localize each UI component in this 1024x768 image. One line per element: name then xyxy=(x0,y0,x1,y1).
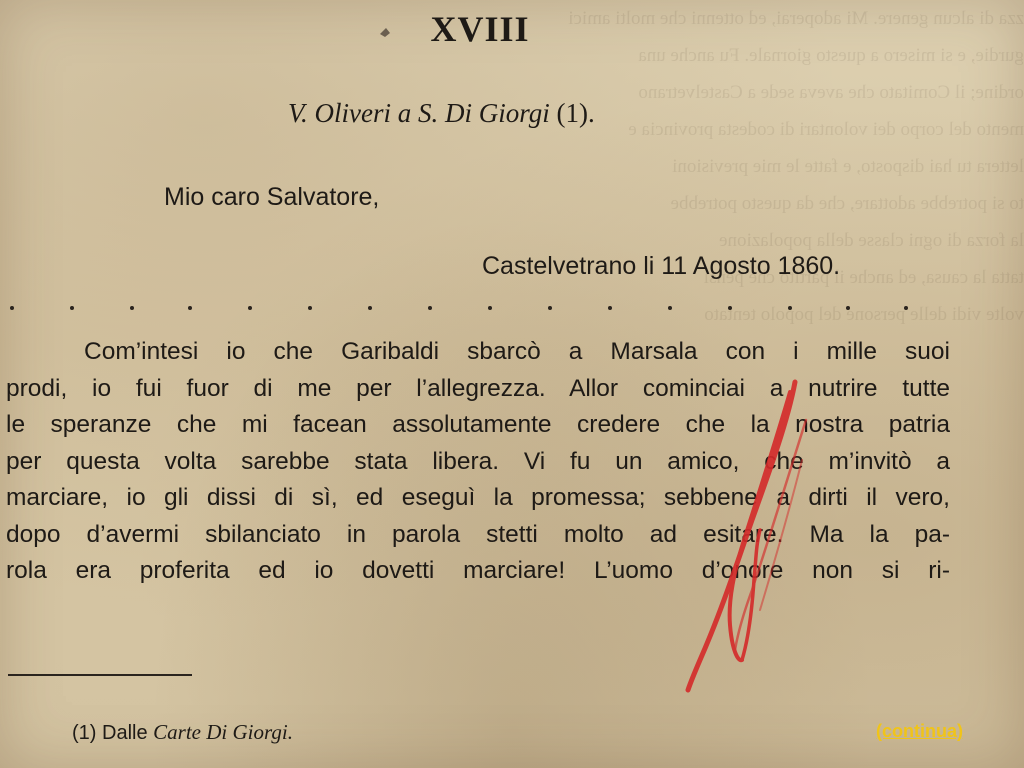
letter-heading xyxy=(288,98,595,129)
ellipsis-dot xyxy=(130,306,134,310)
chapter-number: XVIII xyxy=(430,9,530,49)
continue-link[interactable]: (continua) xyxy=(876,721,963,741)
ellipsis-dot xyxy=(70,306,74,310)
ellipsis-dot xyxy=(248,306,252,310)
ellipsis-dot xyxy=(488,306,492,310)
salutation: Mio caro Salvatore, xyxy=(164,183,380,211)
ellipsis-dot xyxy=(846,306,850,310)
body-line: Com’intesi io che Garibaldi sbarcò a Marsala con i mille suoi xyxy=(84,338,950,365)
ellipsis-dot xyxy=(728,306,732,310)
heading-footnote-ref: (1). xyxy=(556,98,595,128)
ellipsis-dot xyxy=(188,306,192,310)
footnote xyxy=(72,720,293,745)
body-line: prodi, io fui fuor di me per l’allegrezza. Allor cominciai a nutrire tutte xyxy=(6,374,950,402)
footnote-prefix: Dalle xyxy=(102,722,148,744)
correspondents: V. Oliveri a S. Di Giorgi xyxy=(288,98,550,128)
body-line: marciare, io gli dissi di sì, ed eseguì la promessa; sebbene a dirti il vero, xyxy=(6,484,950,511)
ellipsis-dot xyxy=(608,306,612,310)
footnote-rule xyxy=(8,674,192,676)
ellipsis-dot xyxy=(548,306,552,310)
ellipsis-dot xyxy=(10,306,14,310)
place-and-date: Castelvetrano li 11 Agosto 1860. xyxy=(482,252,841,280)
body-line: rola era proferita ed io dovetti marciare! L’uomo d’onore non si ri- xyxy=(6,557,950,584)
footnote-source: Carte Di Giorgi. xyxy=(153,720,293,744)
ellipsis-row xyxy=(0,306,1024,326)
body-line: le speranze che mi facean assolutamente credere che la nostra patria xyxy=(6,411,950,438)
ellipsis-dot xyxy=(308,306,312,310)
ink-smudge-icon xyxy=(376,24,396,40)
ellipsis-dot xyxy=(788,306,792,310)
ellipsis-dot xyxy=(368,306,372,310)
footnote-marker: (1) xyxy=(72,722,97,744)
body-line: per questa volta sarebbe stata libera. Vi fu un amico, che m’invitò a xyxy=(6,447,950,475)
ellipsis-dot xyxy=(904,306,908,310)
body-line: dopo d’avermi sbilanciato in parola stetti molto ad esitare. Ma la pa- xyxy=(6,520,950,548)
ellipsis-dot xyxy=(668,306,672,310)
bleed-through-texture: zza di alcun genere. Mi adoperai, ed ottenni che molti amici gurdie, e si misero a questo giornale. Fu anche una ordine; il Comitato che aveva sede a Castelvetrano mento del corpo dei volontari di codesta provincia e lettera tu hai disposto, e fatte le mie previsioni to si potrebbe adottare, che da questo potrebbe la forza di ogni classe della popolazione tatta la causa, ed anche il partito che pensi volte vidi delle persone del popolo tentato xyxy=(568,8,1024,325)
ellipsis-dot xyxy=(428,306,432,310)
letter-body xyxy=(6,334,950,590)
